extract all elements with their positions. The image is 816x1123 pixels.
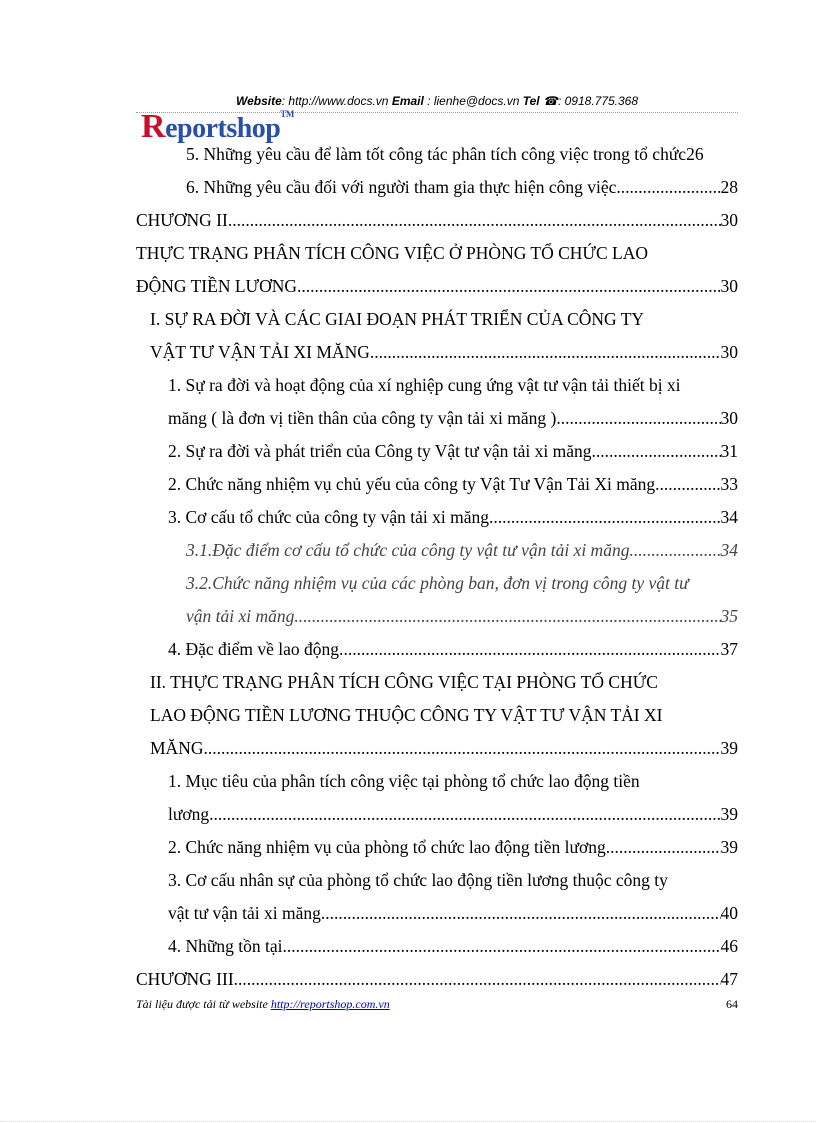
- toc-entry[interactable]: THỰC TRẠNG PHÂN TÍCH CÔNG VIỆC Ở PHÒNG TỔ CHỨC LAO: [136, 243, 649, 263]
- toc-entry[interactable]: I. SỰ RA ĐỜI VÀ CÁC GIAI ĐOẠN PHÁT TRIỂN CỦA CÔNG TY: [150, 309, 645, 329]
- toc-entry[interactable]: 1. Mục tiêu của phân tích công việc tại phòng tổ chức lao động tiền: [168, 771, 640, 791]
- reportshop-logo: Reportshop™: [141, 108, 294, 145]
- toc-entry[interactable]: II. THỰC TRẠNG PHÂN TÍCH CÔNG VIỆC TẠI PHÒNG TỔ CHỨC: [150, 672, 658, 692]
- page-bottom-rule: [0, 1121, 816, 1122]
- page-footer: [136, 997, 738, 1012]
- website-url: : http://www.docs.vn: [281, 94, 389, 108]
- toc-entry[interactable]: 5. Những yêu cầu để làm tốt công tác phân tích công việc trong tổ chức 26: [186, 144, 704, 164]
- toc-entry[interactable]: VẬT TƯ VẬN TẢI XI MĂNG ..... 30: [136, 336, 738, 369]
- toc-entry[interactable]: măng ( là đơn vị tiền thân của công ty vận tải xi măng ) ..... 30: [136, 402, 738, 435]
- email-value: : lienhe@docs.vn: [427, 94, 520, 108]
- toc-entry[interactable]: 3.1.Đặc điểm cơ cấu tổ chức của công ty vật tư vận tải xi măng. ..... 34: [136, 534, 738, 567]
- phone-icon: ☎: [543, 94, 558, 108]
- toc-entry[interactable]: 1. Sự ra đời và hoạt động của xí nghiệp cung ứng vật tư vận tải thiết bị xi: [168, 375, 681, 395]
- toc-entry[interactable]: 4. Những tồn tại ..... 46: [136, 930, 738, 963]
- toc-entry[interactable]: ĐỘNG TIỀN LƯƠNG ..... 30: [136, 270, 738, 303]
- toc-entry[interactable]: 2. Sự ra đời và phát triển của Công ty Vật tư vận tải xi măng. ..... 31: [136, 435, 738, 468]
- website-label: Website: [235, 94, 282, 108]
- email-label: Email: [391, 94, 424, 108]
- tel-value: : 0918.775.368: [557, 94, 639, 108]
- toc-entry[interactable]: LAO ĐỘNG TIỀN LƯƠNG THUỘC CÔNG TY VẬT TƯ VẬN TẢI XI: [150, 705, 663, 725]
- toc-entry[interactable]: lương. ..... 39: [136, 798, 738, 831]
- toc-entry[interactable]: 3. Cơ cấu tổ chức của công ty vận tải xi măng. ..... 34: [136, 501, 738, 534]
- toc-entry[interactable]: MĂNG. ..... 39: [136, 732, 738, 765]
- toc-entry[interactable]: 6. Những yêu cầu đối với người tham gia thực hiện công việc ..... 28: [136, 171, 738, 204]
- toc-entry[interactable]: 2. Chức năng nhiệm vụ của phòng tổ chức lao động tiền lương. ..... 39: [136, 831, 738, 864]
- footer-link[interactable]: http://reportshop.com.vn: [270, 997, 390, 1011]
- page-number: 64: [726, 997, 738, 1011]
- footer-text: Tài liệu được tải từ website: [136, 997, 271, 1011]
- toc-entry[interactable]: CHƯƠNG II ..... 30: [136, 204, 738, 237]
- toc-entry[interactable]: 2. Chức năng nhiệm vụ chủ yếu của công ty Vật Tư Vận Tải Xi măng. ..... 33: [136, 468, 738, 501]
- toc-entry[interactable]: 3. Cơ cấu nhân sự của phòng tổ chức lao động tiền lương thuộc công ty: [168, 870, 668, 890]
- tel-label: Tel: [522, 94, 540, 108]
- toc-entry[interactable]: vận tải xi măng ..... 35: [136, 600, 738, 633]
- toc-entry[interactable]: 4. Đặc điểm về lao động. ..... 37: [136, 633, 738, 666]
- toc-entry[interactable]: vật tư vận tải xi măng. ..... 40: [136, 897, 738, 930]
- page-header: [136, 94, 738, 108]
- toc-entry[interactable]: CHƯƠNG III ..... 47: [136, 963, 738, 996]
- toc-entry[interactable]: 3.2.Chức năng nhiệm vụ của các phòng ban, đơn vị trong công ty vật tư: [186, 573, 689, 593]
- table-of-contents: [136, 138, 738, 996]
